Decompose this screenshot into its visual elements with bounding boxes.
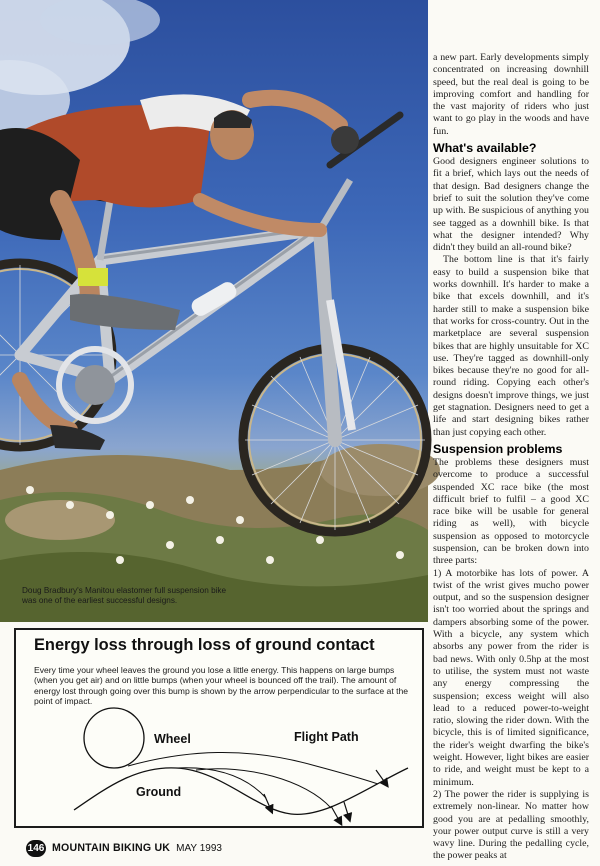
page-number: 146 xyxy=(26,840,46,857)
flight-path-line xyxy=(176,768,266,798)
issue-date: MAY 1993 xyxy=(176,842,222,854)
article-paragraph: Good designers engineer solutions to fit a brief, which lays out the needs of that design. Bad designers change the brief to suit the solution they've come up with. Be suspicious of anything you see tagged as a downhill bike. Is that what the designer intended? Why didn't they build an all-round bike? xyxy=(433,156,589,254)
magazine-name: MOUNTAIN BIKING UK xyxy=(52,842,171,854)
flight-path-label: Flight Path xyxy=(294,730,359,744)
impact-arrow xyxy=(344,802,349,818)
page-footer xyxy=(26,838,222,858)
impact-arrow xyxy=(264,794,271,810)
flight-path-line xyxy=(196,769,331,808)
ground-contact-diagram xyxy=(16,710,422,826)
section-heading: Suspension problems xyxy=(433,441,563,456)
article-paragraph: 1) A motorbike has lots of power. A twist of the wrist gives mucho power output, and so the suspension designer isn't too worried about the springs and dampers absorbing some of the power. With a bicycle, any system which absorbs any power from the rider is bad news. With only 0.5hp at the most to utilise, the system must not waste any energy compressing the suspension; excess weight will also lead to a reduced power-to-weight ratio, slowing the rider down. With the bicycle, this is of limited significance, the rider's weight dwarfing the bike's weight. However, light bikes are easier to ride, and weight must be kept to a minimum. xyxy=(433,567,589,788)
section-heading: What's available? xyxy=(433,141,537,156)
ground-label: Ground xyxy=(136,785,182,799)
photo-caption: Doug Bradbury's Manitou elastomer full suspension bike was one of the earliest successful designs. xyxy=(22,586,227,605)
article-paragraph: The bottom line is that it's fairly easy to build a suspension bike that works downhill. It's harder to make a bike that excels downhill, and it's harder still to make a suspension bike that works for cross-country. Out in the marketplace are several suspension bikes that are highly unsuitable for XC use. They're tagged as downhill-only bikes because they're no good for all-round riding. Copying each other's designs doesn't improve things, we just get stagnation. Designers need to get a life and start designing bikes rather than just copying each other. xyxy=(433,254,589,438)
boxout-title: Energy loss through loss of ground contact xyxy=(34,636,375,654)
energy-loss-boxout xyxy=(14,628,424,828)
wheel-circle xyxy=(84,708,144,768)
impact-arrow xyxy=(331,806,340,822)
article-paragraph: The problems these designers must overcome to produce a successful suspended XC race bike (the most difficult brief to fulfil – a good XC race bike will be usable for general riding as well), with bicycle suspension as opposed to motorcycle suspension, can be broken down into three parts: xyxy=(433,456,589,567)
article-right-column xyxy=(433,52,589,862)
article-paragraph: a new part. Early developments simply concentrated on increasing downhill speed, but the real deal is going to be improving comfort and handling for the vast majority of riders who just want to go play in the woods and have fun. xyxy=(433,52,589,137)
wheel-label: Wheel xyxy=(154,732,191,746)
article-paragraph: 2) The power the rider is supplying is extremely non-linear. No matter how good you are at pedalling smoothly, your power output curve is still a very wavy line. During the pedalling cycle, the power peaks at xyxy=(433,788,589,862)
ground-line xyxy=(74,768,408,814)
boxout-text: Every time your wheel leaves the ground you lose a little energy. This happens on large bumps (when you get air) and on little bumps (when your wheel is bounced off the trail). The amount of energy lost through going over this bump is shown by the arrow perpendicular to the surface at the point of impact. xyxy=(34,665,409,707)
